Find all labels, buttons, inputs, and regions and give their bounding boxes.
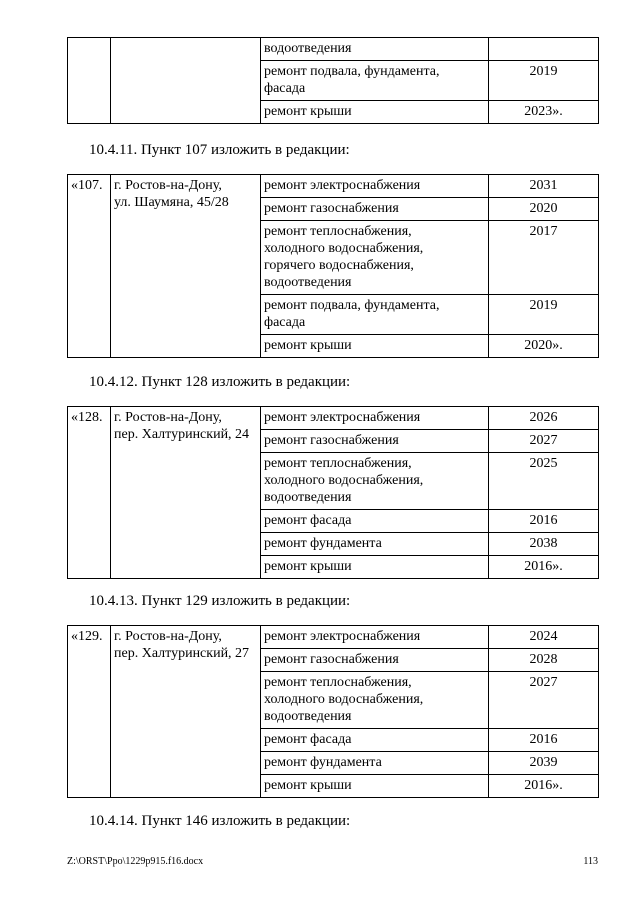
address-cell: г. Ростов-на-Дону, пер. Халтуринский, 24 <box>111 407 261 579</box>
work-cell: ремонт фундамента <box>261 752 489 775</box>
section-heading: 10.4.14. Пункт 146 изложить в редакции: <box>89 813 351 829</box>
table-row <box>68 38 599 61</box>
year-cell: 2028 <box>489 649 599 672</box>
year-cell: 2016 <box>489 729 599 752</box>
year-cell: 2023». <box>489 101 599 124</box>
year-cell: 2027 <box>489 430 599 453</box>
section-heading: 10.4.12. Пункт 128 изложить в редакции: <box>89 374 351 390</box>
address-cell: г. Ростов-на-Дону, ул. Шаумяна, 45/28 <box>111 175 261 358</box>
year-cell: 2020». <box>489 335 599 358</box>
table-row <box>68 407 599 430</box>
work-cell: ремонт крыши <box>261 335 489 358</box>
footer-file-path: Z:\ORST\Ppo\1229p915.f16.docx <box>67 856 204 867</box>
work-cell: ремонт электроснабжения <box>261 626 489 649</box>
year-cell: 2026 <box>489 407 599 430</box>
item-table-129 <box>67 625 599 798</box>
work-cell: ремонт фундамента <box>261 533 489 556</box>
work-cell: ремонт подвала, фундамента, фасада <box>261 295 489 335</box>
year-cell: 2024 <box>489 626 599 649</box>
address-cell <box>111 38 261 124</box>
year-cell: 2016 <box>489 510 599 533</box>
number-cell <box>68 38 111 124</box>
work-cell: ремонт газоснабжения <box>261 430 489 453</box>
item-table-107 <box>67 174 599 358</box>
year-cell: 2016». <box>489 556 599 579</box>
work-cell: ремонт крыши <box>261 556 489 579</box>
item-table-128 <box>67 406 599 579</box>
work-cell: ремонт газоснабжения <box>261 198 489 221</box>
number-cell: «129. <box>68 626 111 798</box>
continuation-table <box>67 37 599 124</box>
section-heading: 10.4.13. Пункт 129 изложить в редакции: <box>89 593 351 609</box>
year-cell: 2025 <box>489 453 599 510</box>
work-cell: ремонт электроснабжения <box>261 175 489 198</box>
work-cell: ремонт крыши <box>261 775 489 798</box>
work-cell: ремонт фасада <box>261 729 489 752</box>
work-cell: водоотведения <box>261 38 489 61</box>
year-cell: 2016». <box>489 775 599 798</box>
year-cell: 2031 <box>489 175 599 198</box>
section-heading: 10.4.11. Пункт 107 изложить в редакции: <box>89 142 350 158</box>
work-cell: ремонт фасада <box>261 510 489 533</box>
address-cell: г. Ростов-на-Дону, пер. Халтуринский, 27 <box>111 626 261 798</box>
year-cell: 2039 <box>489 752 599 775</box>
work-cell: ремонт теплоснабжения, холодного водоснабжения, водоотведения <box>261 672 489 729</box>
year-cell: 2038 <box>489 533 599 556</box>
year-cell: 2027 <box>489 672 599 729</box>
year-cell: 2020 <box>489 198 599 221</box>
work-cell: ремонт подвала, фундамента, фасада <box>261 61 489 101</box>
table-row <box>68 626 599 649</box>
year-cell <box>489 38 599 61</box>
work-cell: ремонт теплоснабжения, холодного водоснабжения, горячего водоснабжения, водоотведения <box>261 221 489 295</box>
work-cell: ремонт крыши <box>261 101 489 124</box>
work-cell: ремонт теплоснабжения, холодного водоснабжения, водоотведения <box>261 453 489 510</box>
table-row <box>68 175 599 198</box>
number-cell: «107. <box>68 175 111 358</box>
year-cell: 2019 <box>489 61 599 101</box>
number-cell: «128. <box>68 407 111 579</box>
work-cell: ремонт газоснабжения <box>261 649 489 672</box>
year-cell: 2017 <box>489 221 599 295</box>
work-cell: ремонт электроснабжения <box>261 407 489 430</box>
year-cell: 2019 <box>489 295 599 335</box>
page-number: 113 <box>583 856 598 867</box>
